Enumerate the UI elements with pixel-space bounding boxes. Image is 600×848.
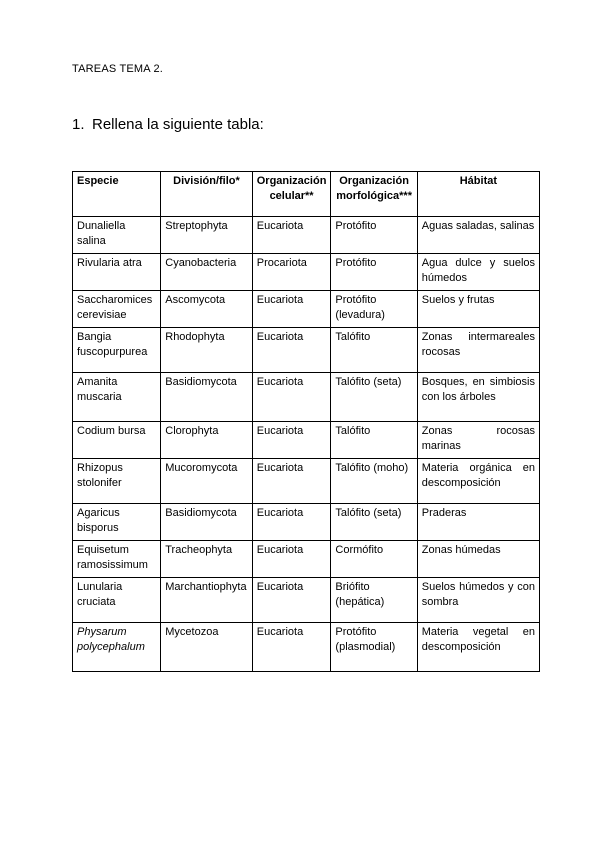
cell-habitat: Zonas húmedas xyxy=(417,541,539,578)
table-row xyxy=(73,422,540,459)
cell-division: Tracheophyta xyxy=(161,541,252,578)
cell-division: Cyanobacteria xyxy=(161,254,252,291)
cell-celular: Eucariota xyxy=(252,578,331,623)
table-row xyxy=(73,217,540,254)
table-row xyxy=(73,459,540,504)
cell-division: Ascomycota xyxy=(161,291,252,328)
cell-especie: Physarum polycephalum xyxy=(73,623,161,672)
table-row xyxy=(73,623,540,672)
cell-celular: Eucariota xyxy=(252,291,331,328)
question-number: 1. xyxy=(72,116,85,133)
cell-morfologica: Briófito (hepática) xyxy=(331,578,417,623)
cell-division: Rhodophyta xyxy=(161,328,252,373)
cell-habitat: Zonas rocosas marinas xyxy=(417,422,539,459)
cell-especie: Bangia fuscopurpurea xyxy=(73,328,161,373)
cell-especie: Lunularia cruciata xyxy=(73,578,161,623)
table-row xyxy=(73,504,540,541)
cell-division: Basidiomycota xyxy=(161,373,252,422)
cell-celular: Eucariota xyxy=(252,623,331,672)
document-title: TAREAS TEMA 2. xyxy=(72,63,164,75)
cell-division: Streptophyta xyxy=(161,217,252,254)
cell-morfologica: Cormófito xyxy=(331,541,417,578)
cell-celular: Eucariota xyxy=(252,422,331,459)
cell-division: Mycetozoa xyxy=(161,623,252,672)
cell-morfologica: Talófito (moho) xyxy=(331,459,417,504)
table-row xyxy=(73,254,540,291)
cell-habitat: Agua dulce y suelos húmedos xyxy=(417,254,539,291)
cell-especie: Equisetum ramosissimum xyxy=(73,541,161,578)
cell-habitat: Aguas saladas, salinas xyxy=(417,217,539,254)
cell-especie: Codium bursa xyxy=(73,422,161,459)
table-row xyxy=(73,578,540,623)
header-organizacion-morfologica: Organización morfológica*** xyxy=(331,172,417,217)
cell-morfologica: Talófito xyxy=(331,328,417,373)
cell-celular: Eucariota xyxy=(252,328,331,373)
cell-celular: Eucariota xyxy=(252,373,331,422)
cell-morfologica: Talófito (seta) xyxy=(331,504,417,541)
table-row xyxy=(73,328,540,373)
cell-division: Marchantiophyta xyxy=(161,578,252,623)
cell-division: Clorophyta xyxy=(161,422,252,459)
cell-especie: Amanita muscaria xyxy=(73,373,161,422)
cell-morfologica: Protófito (levadura) xyxy=(331,291,417,328)
cell-habitat: Materia vegetal en descomposición xyxy=(417,623,539,672)
cell-morfologica: Talófito (seta) xyxy=(331,373,417,422)
cell-division: Mucoromycota xyxy=(161,459,252,504)
cell-division: Basidiomycota xyxy=(161,504,252,541)
header-organizacion-celular: Organización celular** xyxy=(252,172,331,217)
header-division: División/filo* xyxy=(161,172,252,217)
cell-celular: Procariota xyxy=(252,254,331,291)
cell-celular: Eucariota xyxy=(252,459,331,504)
cell-morfologica: Talófito xyxy=(331,422,417,459)
cell-especie: Dunaliella salina xyxy=(73,217,161,254)
species-table xyxy=(72,171,540,672)
cell-celular: Eucariota xyxy=(252,217,331,254)
cell-habitat: Zonas intermareales rocosas xyxy=(417,328,539,373)
question-text: Rellena la siguiente tabla: xyxy=(92,116,264,133)
table-row xyxy=(73,373,540,422)
cell-especie: Saccharomices cerevisiae xyxy=(73,291,161,328)
cell-habitat: Suelos húmedos y con sombra xyxy=(417,578,539,623)
cell-especie: Rivularia atra xyxy=(73,254,161,291)
cell-especie: Rhizopus stolonifer xyxy=(73,459,161,504)
cell-celular: Eucariota xyxy=(252,541,331,578)
cell-morfologica: Protófito xyxy=(331,254,417,291)
cell-especie: Agaricus bisporus xyxy=(73,504,161,541)
table-row xyxy=(73,541,540,578)
cell-habitat: Materia orgánica en descomposición xyxy=(417,459,539,504)
header-habitat: Hábitat xyxy=(417,172,539,217)
table-header-row xyxy=(73,172,540,217)
cell-habitat: Praderas xyxy=(417,504,539,541)
cell-morfologica: Protófito (plasmodial) xyxy=(331,623,417,672)
header-especie: Especie xyxy=(73,172,161,217)
cell-celular: Eucariota xyxy=(252,504,331,541)
question-1 xyxy=(72,116,264,133)
table-row xyxy=(73,291,540,328)
cell-morfologica: Protófito xyxy=(331,217,417,254)
cell-habitat: Suelos y frutas xyxy=(417,291,539,328)
cell-habitat: Bosques, en simbiosis con los árboles xyxy=(417,373,539,422)
